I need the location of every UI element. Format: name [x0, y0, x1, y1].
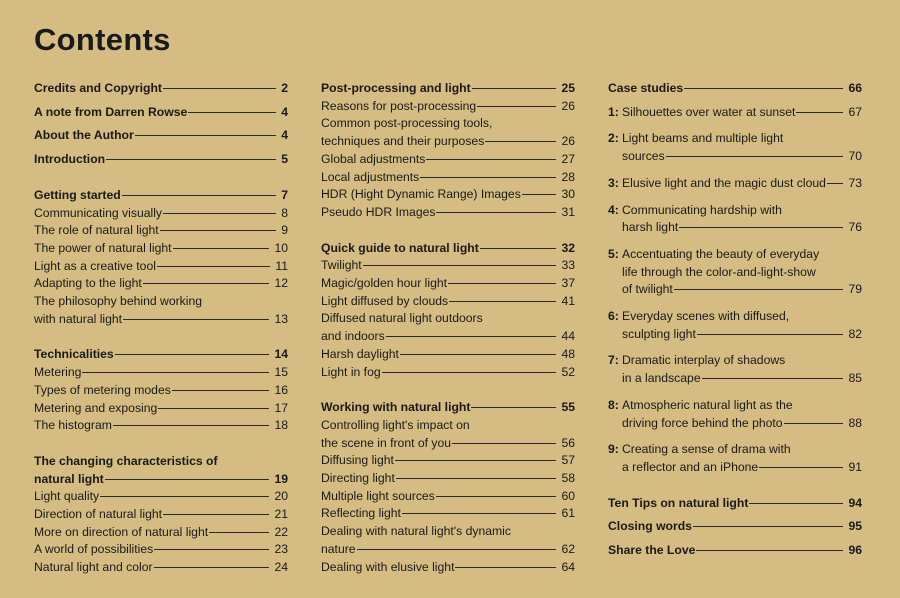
page-number: 12 [274, 276, 288, 291]
page-number: 79 [848, 282, 862, 297]
page-number: 31 [561, 204, 575, 219]
leader-line [696, 550, 843, 551]
toc-entry [34, 453, 288, 488]
toc-entry-title: Dealing with natural light's dynamic [321, 524, 511, 539]
toc-entry [321, 399, 575, 417]
leader-line [106, 159, 276, 160]
page-number: 91 [848, 459, 862, 474]
toc-entry [34, 205, 288, 223]
toc-entry [321, 80, 575, 98]
toc-entry [608, 495, 862, 513]
toc-entry [34, 541, 288, 559]
leader-line [400, 354, 557, 355]
toc-entry-title: A note from Darren Rowse [34, 104, 188, 119]
page-number: 25 [561, 81, 575, 95]
toc-entry-title: techniques and their purposes [321, 134, 485, 149]
page-number: 48 [561, 346, 575, 361]
toc-entry [608, 104, 862, 122]
leader-line [143, 283, 270, 284]
leader-line [679, 227, 843, 228]
case-study-number: 8: [608, 397, 619, 412]
toc-entry [34, 506, 288, 524]
page-number: 94 [848, 495, 862, 510]
page-number: 60 [561, 488, 575, 503]
toc-entry-title: Light as a creative tool [34, 258, 156, 273]
leader-line [485, 141, 556, 142]
toc-entry [34, 400, 288, 418]
toc-entry-title: Creating a sense of drama with [622, 442, 791, 457]
toc-entry [321, 364, 575, 382]
page-number: 76 [848, 220, 862, 235]
toc-entry [321, 417, 575, 452]
page-number: 64 [561, 559, 575, 574]
page-number: 44 [561, 329, 575, 344]
leader-line [759, 467, 843, 468]
toc-entry-title: Natural light and color [34, 560, 153, 575]
case-study-number: 1: [608, 104, 619, 119]
toc-entry [608, 246, 862, 299]
toc-entry-title: HDR (Hight Dynamic Range) Images [321, 187, 521, 202]
toc-entry-title: More on direction of natural light [34, 524, 209, 539]
leader-line [113, 425, 270, 426]
case-study-number: 5: [608, 246, 619, 261]
toc-entry-title: Light in fog [321, 364, 381, 379]
leader-line [154, 567, 270, 568]
page-number: 13 [274, 311, 288, 326]
page-number: 11 [275, 258, 288, 273]
leader-line [122, 195, 277, 196]
toc-entry-title: Case studies [608, 81, 684, 95]
leader-line [100, 496, 269, 497]
page-number: 16 [274, 382, 288, 397]
leader-line [426, 159, 556, 160]
leader-line [472, 88, 557, 89]
leader-line [674, 289, 844, 290]
toc-entry-title: Credits and Copyright [34, 81, 162, 95]
leader-line [827, 183, 844, 184]
toc-entry-title: Reflecting light [321, 506, 401, 521]
toc-entry-title: Common post-processing tools, [321, 116, 493, 131]
page-number: 23 [274, 542, 288, 557]
case-study-number: 4: [608, 202, 619, 217]
page-number: 96 [848, 543, 862, 558]
leader-line [163, 88, 276, 89]
toc-entry-title: Atmospheric natural light as the [622, 397, 793, 412]
leader-line [666, 156, 844, 157]
toc-entry-title: Direction of natural light [34, 507, 163, 522]
toc-entry-title: Elusive light and the magic dust cloud [622, 175, 826, 190]
toc-entry-title: driving force behind the photo [622, 415, 783, 430]
leader-line [357, 549, 557, 550]
toc-entry-title: sculpting light [622, 326, 696, 341]
case-study-number: 2: [608, 131, 619, 146]
toc-entry-title: Light quality [34, 489, 100, 504]
page-number: 22 [274, 524, 288, 539]
toc-entry [321, 186, 575, 204]
leader-line [158, 408, 269, 409]
leader-line [123, 319, 269, 320]
toc-entry [34, 240, 288, 258]
leader-line [477, 106, 556, 107]
toc-entry-title: Closing words [608, 519, 692, 534]
page-number: 26 [561, 98, 575, 113]
leader-line [702, 378, 844, 379]
toc-entry-title: of twilight [622, 282, 673, 297]
toc-entry-title: Working with natural light [321, 400, 471, 415]
page-number: 30 [561, 187, 575, 202]
toc-entry-title: Diffused natural light outdoors [321, 311, 483, 326]
toc-entry-title: Communicating hardship with [622, 202, 782, 217]
toc-entry [34, 187, 288, 205]
toc-entry [321, 204, 575, 222]
toc-entry-title: Multiple light sources [321, 488, 435, 503]
page-number: 32 [561, 240, 575, 255]
toc-entry-title: Communicating visually [34, 205, 163, 220]
toc-entry-title: About the Author [34, 128, 134, 143]
leader-line [697, 334, 844, 335]
leader-line [402, 513, 556, 514]
page-number: 41 [561, 293, 575, 308]
page-number: 17 [274, 400, 288, 415]
page-number: 82 [848, 326, 862, 341]
page-number: 2 [281, 81, 288, 95]
toc-entry [608, 518, 862, 536]
toc-column-1 [34, 80, 288, 577]
page-number: 4 [281, 104, 288, 119]
leader-line [480, 248, 557, 249]
toc-entry [321, 293, 575, 311]
toc-entry-title: harsh light [622, 220, 679, 235]
page-number: 21 [274, 507, 288, 522]
toc-entry [34, 258, 288, 276]
leader-line [693, 526, 843, 527]
toc-entry [34, 417, 288, 435]
toc-entry-title: Light beams and multiple light [622, 131, 784, 146]
case-study-number: 6: [608, 309, 619, 324]
page-number: 33 [561, 258, 575, 273]
leader-line [796, 112, 843, 113]
toc-entry-title: Share the Love [608, 543, 696, 558]
toc-entry [321, 470, 575, 488]
leader-line [471, 407, 556, 408]
toc-entry-title: Twilight [321, 258, 362, 273]
toc-entry-title: Dramatic interplay of shadows [622, 353, 786, 368]
page-number: 56 [561, 435, 575, 450]
leader-line [448, 283, 556, 284]
toc-entry [608, 202, 862, 237]
toc-entry-title: life through the color-and-light-show [622, 264, 816, 279]
toc-entry [321, 169, 575, 187]
toc-entry-title: Quick guide to natural light [321, 240, 479, 255]
toc-entry-title: nature [321, 541, 356, 556]
page-number: 26 [561, 134, 575, 149]
toc-entry [321, 488, 575, 506]
page-number: 28 [561, 169, 575, 184]
page-number: 57 [561, 453, 575, 468]
toc-entry-title: and indoors [321, 329, 385, 344]
toc-entry [608, 542, 862, 560]
toc-entry-title: The histogram [34, 418, 112, 433]
toc-entry-title: Diffusing light [321, 453, 394, 468]
page-number: 37 [561, 276, 575, 291]
toc-entry-title: Metering and exposing [34, 400, 158, 415]
case-study-number: 9: [608, 442, 619, 457]
toc-entry [34, 346, 288, 364]
toc-entry [34, 80, 288, 98]
leader-line [209, 532, 269, 533]
toc-entry-title: a reflector and an iPhone [622, 459, 759, 474]
toc-entry [608, 352, 862, 387]
page-number: 85 [848, 371, 862, 386]
page-number: 5 [281, 152, 288, 167]
leader-line [160, 230, 277, 231]
page-number: 67 [848, 104, 862, 119]
toc-entry [34, 293, 288, 328]
leader-line [749, 503, 843, 504]
leader-line [163, 514, 269, 515]
toc-entry [321, 523, 575, 558]
toc-column-2 [321, 80, 575, 576]
page-number: 7 [281, 187, 288, 202]
page-number: 55 [561, 400, 575, 415]
leader-line [163, 213, 276, 214]
toc-entry [608, 80, 862, 98]
page-number: 8 [281, 205, 288, 220]
case-study-number: 7: [608, 353, 619, 368]
toc-entry-title: Pseudo HDR Images [321, 204, 436, 219]
toc-entry-title: Everyday scenes with diffused, [622, 309, 790, 324]
toc-entry-title: Dealing with elusive light [321, 559, 455, 574]
toc-entry [321, 275, 575, 293]
toc-entry [34, 151, 288, 169]
toc-entry [321, 452, 575, 470]
leader-line [157, 266, 270, 267]
page-number: 88 [848, 415, 862, 430]
toc-entry-title: The power of natural light [34, 240, 172, 255]
page-number: 62 [561, 541, 575, 556]
toc-entry [321, 559, 575, 577]
page-number: 66 [848, 81, 862, 95]
toc-entry-title: The philosophy behind working [34, 294, 203, 309]
toc-entry [34, 104, 288, 122]
page-number: 24 [274, 560, 288, 575]
toc-entry-title: A world of possibilities [34, 542, 154, 557]
toc-entry-title: sources [622, 149, 665, 164]
leader-line [455, 567, 556, 568]
leader-line [684, 88, 843, 89]
toc-entry [34, 488, 288, 506]
toc-entry-title: Accentuating the beauty of everyday [622, 246, 820, 261]
leader-line [188, 112, 276, 113]
toc-entry-title: Reasons for post-processing [321, 98, 477, 113]
toc-entry [321, 310, 575, 345]
toc-entry [34, 127, 288, 145]
toc-entry-title: Magic/golden hour light [321, 276, 448, 291]
toc-entry-title: Post-processing and light [321, 81, 471, 95]
toc-entry-title: the scene in front of you [321, 435, 452, 450]
page-number: 18 [274, 418, 288, 433]
toc-column-3 [608, 80, 862, 560]
page-number: 20 [274, 489, 288, 504]
leader-line [363, 265, 557, 266]
toc-entry [321, 257, 575, 275]
toc-entry-title: Technicalities [34, 347, 114, 362]
leader-line [395, 460, 556, 461]
toc-entry-title: Metering [34, 365, 82, 380]
toc-entry [321, 505, 575, 523]
toc-entry [34, 524, 288, 542]
toc-entry [608, 130, 862, 165]
toc-entry [608, 441, 862, 476]
leader-line [436, 212, 556, 213]
page-number: 4 [281, 128, 288, 143]
toc-entry [34, 275, 288, 293]
leader-line [522, 194, 557, 195]
page-title: Contents [34, 22, 171, 57]
toc-entry-title: Global adjustments [321, 151, 426, 166]
toc-entry [34, 222, 288, 240]
leader-line [784, 423, 844, 424]
toc-entry [321, 151, 575, 169]
toc-entry [608, 397, 862, 432]
leader-line [396, 478, 557, 479]
leader-line [82, 372, 269, 373]
toc-entry-title: Introduction [34, 152, 106, 167]
page-number: 27 [561, 151, 575, 166]
leader-line [172, 390, 270, 391]
toc-entry [321, 115, 575, 150]
toc-entry-title: Local adjustments [321, 169, 420, 184]
leader-line [386, 336, 557, 337]
case-study-number: 3: [608, 175, 619, 190]
leader-line [173, 248, 270, 249]
page-number: 10 [274, 240, 288, 255]
page-number: 9 [281, 223, 288, 238]
page-number: 19 [274, 471, 288, 486]
page-number: 58 [561, 471, 575, 486]
toc-entry-title: natural light [34, 471, 104, 486]
toc-entry-title: Ten Tips on natural light [608, 495, 749, 510]
leader-line [436, 496, 557, 497]
toc-entry-title: with natural light [34, 311, 123, 326]
page-number: 95 [848, 519, 862, 534]
toc-entry-title: Silhouettes over water at sunset [622, 104, 796, 119]
page-number: 61 [561, 506, 575, 521]
toc-entry-title: in a landscape [622, 371, 701, 386]
toc-entry [608, 308, 862, 343]
leader-line [449, 301, 556, 302]
page-number: 52 [561, 364, 575, 379]
toc-entry-title: Light diffused by clouds [321, 293, 449, 308]
leader-line [105, 479, 270, 480]
leader-line [382, 372, 557, 373]
toc-entry-title: Harsh daylight [321, 346, 399, 361]
leader-line [452, 443, 556, 444]
toc-entry-title: Controlling light's impact on [321, 417, 470, 432]
toc-entry [34, 382, 288, 400]
toc-entry [34, 364, 288, 382]
page-number: 70 [848, 149, 862, 164]
leader-line [115, 354, 270, 355]
page-number: 15 [274, 365, 288, 380]
toc-entry [608, 175, 862, 193]
leader-line [420, 177, 556, 178]
leader-line [154, 549, 269, 550]
toc-entry-title: The role of natural light [34, 223, 159, 238]
toc-entry [321, 240, 575, 258]
toc-entry [321, 346, 575, 364]
toc-entry-title: Directing light [321, 471, 395, 486]
page-number: 73 [848, 175, 862, 190]
toc-entry [321, 98, 575, 116]
toc-entry-title: Getting started [34, 187, 121, 202]
toc-entry-title: The changing characteristics of [34, 453, 218, 468]
toc-entry-title: Types of metering modes [34, 382, 171, 397]
page-number: 14 [274, 347, 288, 362]
leader-line [135, 135, 276, 136]
toc-entry-title: Adapting to the light [34, 276, 142, 291]
toc-entry [34, 559, 288, 577]
